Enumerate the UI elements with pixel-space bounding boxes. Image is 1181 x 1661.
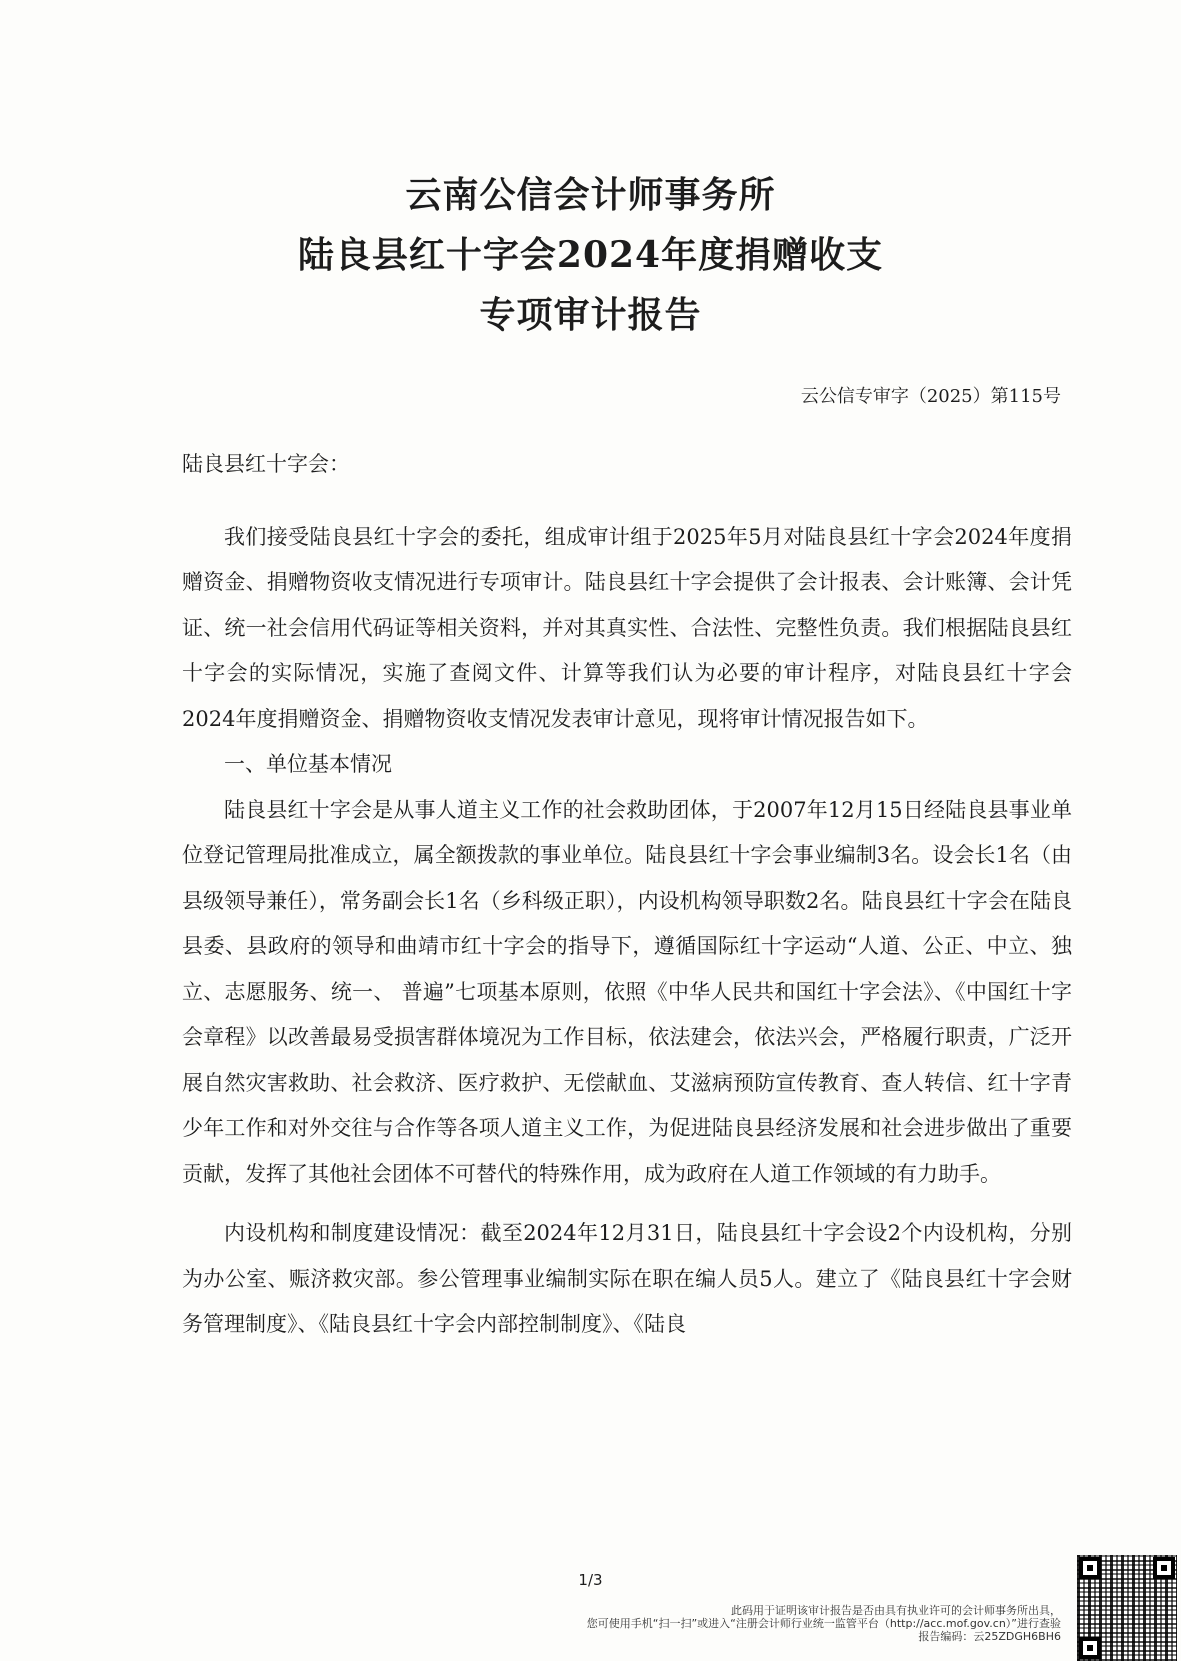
structure-paragraph: 内设机构和制度建设情况：截至2024年12月31日，陆良县红十字会设2个内设机构，分别为办公室、赈济救灾部。参公管理事业编制实际在职在编人员5人。建立了《陆良县红十字会财务管理制度》、《陆良县红十字会内部控制制度》、《陆良 [182,1221,1072,1336]
section-heading: 一、单位基本情况 [224,752,392,776]
footer-line-2: 您可使用手机“扫一扫”或进入“注册会计师行业统一监管平台（http://acc.mof.gov.cn）”进行查验 [586,1617,1061,1630]
salutation: 陆良县红十字会： [182,452,350,476]
footer-line-1: 此码用于证明该审计报告是否由具有执业许可的会计师事务所出具， [731,1604,1061,1617]
title-report-type: 专项审计报告 [479,294,702,336]
qr-finder-icon [1079,1557,1101,1579]
page-number: 1/3 [578,1571,603,1589]
qr-finder-icon [1153,1557,1175,1579]
qr-finder-icon [1079,1637,1101,1659]
report-body [182,442,1072,1348]
qr-code-icon [1077,1555,1177,1661]
verification-footer [341,1604,1061,1643]
footer-line-3: 报告编码：云25ZDGH6BH6 [918,1630,1061,1643]
title-subject: 陆良县红十字会2024年度捐赠收支 [297,234,884,276]
section-body-paragraph: 陆良县红十字会是从事人道主义工作的社会救助团体，于2007年12月15日经陆良县事业单位登记管理局批准成立，属全额拨款的事业单位。陆良县红十字会事业编制3名。设会长1名（由县级领导兼任），常务副会长1名（乡科级正职），内设机构领导职数2名。陆良县红十字会在陆良县委、县政府的领导和曲靖市红十字会的指导下，遵循国际红十字运动“人道、公正、中立、独立、志愿服务、统一、 普遍”七项基本原则，依照《中华人民共和国红十字会法》、《中国红十字会章程》以改善最易受损害群体境况为工作目标，依法建会，依法兴会，严格履行职责，广泛开展自然灾害救助、社会救济、医疗救护、无偿献血、艾滋病预防宣传教育、查人转信、红十字青少年工作和对外交往与合作等各项人道主义工作，为促进陆良县经济发展和社会进步做出了重要贡献，发挥了其他社会团体不可替代的特殊作用，成为政府在人道工作领域的有力助手。 [182,797,1072,1186]
report-title [0,165,1181,345]
intro-paragraph: 我们接受陆良县红十字会的委托，组成审计组于2025年5月对陆良县红十字会2024年度捐赠资金、捐赠物资收支情况进行专项审计。陆良县红十字会提供了会计报表、会计账簿、会计凭证、统一社会信用代码证等相关资料，并对其真实性、合法性、完整性负责。我们根据陆良县红十字会的实际情况，实施了查阅文件、计算等我们认为必要的审计程序，对陆良县红十字会2024年度捐赠资金、捐赠物资收支情况发表审计意见，现将审计情况报告如下。 [182,524,1072,731]
document-number: 云公信专审字（2025）第115号 [800,386,1061,407]
title-firm-name: 云南公信会计师事务所 [405,174,776,216]
